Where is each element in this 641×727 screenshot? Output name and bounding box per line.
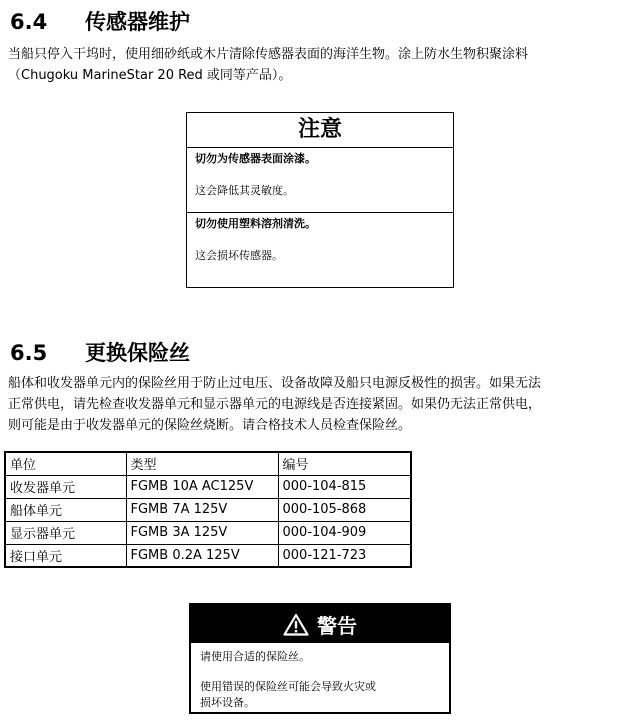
table-row [5,521,411,544]
table-cell: FGMB 10A AC125V [126,475,278,498]
table-header-row [5,452,411,475]
warning-body [191,643,449,717]
notice-item-text: 这会降低其灵敏度。 [195,184,294,197]
warning-title: 警告 [317,613,357,638]
notice-item-text: 这会损坏传感器。 [195,249,283,262]
warning-box [189,603,451,714]
paragraph-line: 船体和收发器单元内的保险丝用于防止过电压、设备故障及船只电源反极性的损害。如果无法 [8,376,542,391]
caution-notice-box [186,112,454,288]
table-cell: 000-105-868 [278,498,411,521]
paragraph-line: 正常供电，请先检查收发器单元和显示器单元的电源线是否连接紧固。如果仍无法正常供电， [8,397,542,412]
section-6-5-heading [10,337,190,367]
warning-text: 请使用合适的保险丝。 [200,650,310,663]
table-cell: 船体单元 [5,498,126,521]
table-cell: FGMB 3A 125V [126,521,278,544]
section-6-4-paragraph [8,44,634,86]
notice-item-heading: 切勿为传感器表面涂漆。 [195,152,316,165]
section-title: 传感器维护 [85,10,190,34]
table-cell: 接口单元 [5,544,126,567]
table-cell: 000-104-909 [278,521,411,544]
section-title: 更换保险丝 [85,341,190,365]
notice-item-heading: 切勿使用塑料溶剂清洗。 [195,217,316,230]
paragraph-line: 当船只停入干坞时，使用细砂纸或木片清除传感器表面的海洋生物。涂上防水生物积聚涂料 [8,47,529,62]
notice-item [187,213,453,277]
paragraph-line: （Chugoku MarineStar 20 Red 或同等产品）。 [8,68,292,83]
table-cell: 000-104-815 [278,475,411,498]
section-number: 6.4 [10,10,48,34]
paragraph-line: 则可能是由于收发器单元的保险丝烧断。请合格技术人员检查保险丝。 [8,418,412,433]
notice-item [187,148,453,212]
table-cell: FGMB 7A 125V [126,498,278,521]
section-6-5-paragraph [8,373,634,436]
fuse-table [4,451,412,568]
warning-text: 使用错误的保险丝可能会导致火灾或 [200,680,376,693]
column-header: 单位 [5,452,126,475]
column-header: 类型 [126,452,278,475]
table-row [5,475,411,498]
section-number: 6.5 [10,341,48,365]
warning-header [191,605,449,643]
table-cell: 显示器单元 [5,521,126,544]
table-cell: 000-121-723 [278,544,411,567]
warning-triangle-icon [283,613,309,636]
table-cell: 收发器单元 [5,475,126,498]
column-header: 编号 [278,452,411,475]
section-6-4-heading [10,6,190,36]
table-row [5,498,411,521]
warning-text: 损坏设备。 [200,696,255,709]
table-row [5,544,411,567]
table-cell: FGMB 0.2A 125V [126,544,278,567]
notice-title: 注意 [297,117,342,142]
